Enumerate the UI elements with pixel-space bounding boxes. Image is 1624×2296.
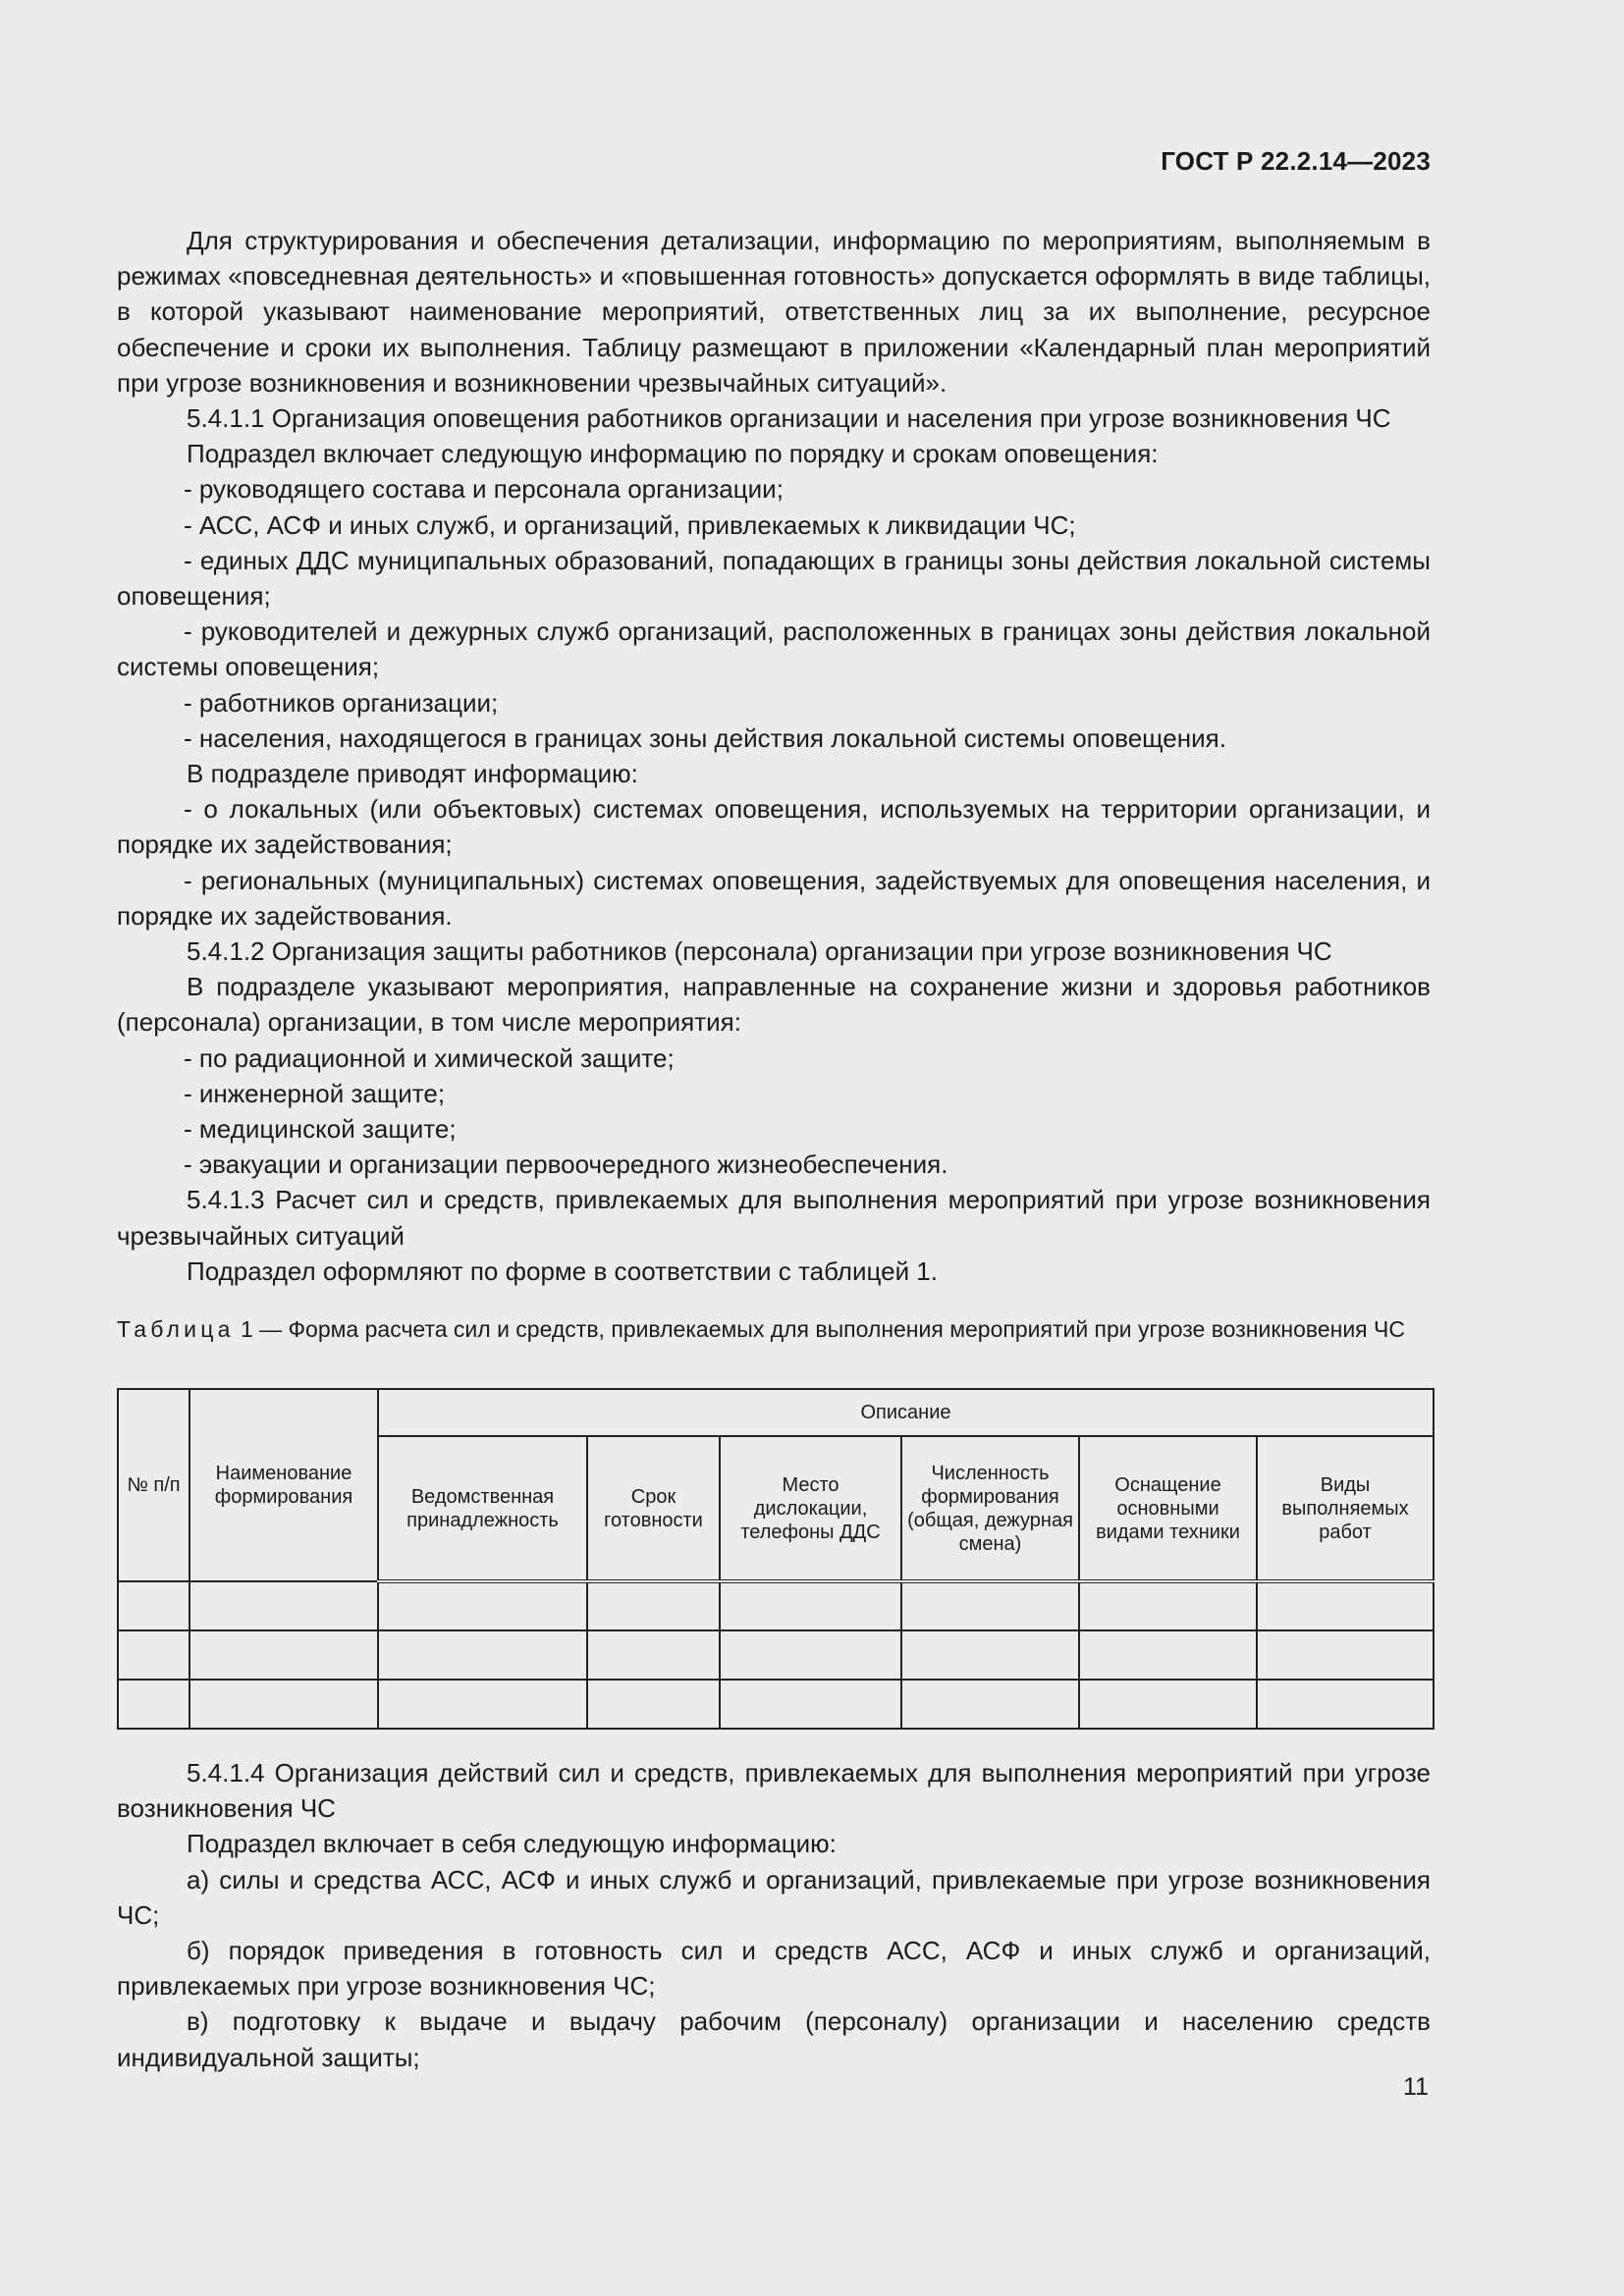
paragraph: В подразделе указывают мероприятия, направленные на сохранение жизни и здоровья работников (персонала) организации, в том числе мероприятия: — [117, 972, 1431, 1038]
forces-calculation-table — [117, 1388, 1435, 1730]
list-item: - работников организации; — [184, 687, 499, 718]
table-cell — [118, 1581, 189, 1630]
table-caption — [117, 1314, 1431, 1344]
table-cell — [1257, 1680, 1434, 1729]
list-item: в) подготовку к выдаче и выдачу рабочим (персоналу) организации и населению средств индивидуальной защиты; — [117, 2006, 1431, 2072]
list-item: - медицинской защите; — [184, 1114, 457, 1145]
list-item: - по радиационной и химической защите; — [184, 1042, 675, 1073]
header-departmental-affiliation: Ведомственная принадлежность — [378, 1436, 587, 1581]
list-item: - инженерной защите; — [184, 1078, 446, 1108]
list-item: - населения, находящегося в границах зоны действия локальной системы оповещения. — [184, 722, 1226, 753]
header-formation-name: Наименование формирования — [189, 1389, 378, 1581]
table-cell — [189, 1680, 378, 1729]
table-cell — [378, 1581, 587, 1630]
table-cell — [720, 1581, 901, 1630]
table-cell — [587, 1630, 720, 1680]
header-equipment: Оснащение основными видами техники — [1079, 1436, 1257, 1581]
table-cell — [901, 1630, 1079, 1680]
list-item: - руководителей и дежурных служб организаций, расположенных в границах зоны действия локальной системы оповещения; — [117, 616, 1431, 682]
table-cell — [901, 1680, 1079, 1729]
table-cell — [1079, 1581, 1257, 1630]
section-heading-5-4-1-1: 5.4.1.1 Организация оповещения работников организации и населения при угрозе возникновения ЧС — [187, 403, 1391, 434]
list-item: а) силы и средства АСС, АСФ и иных служб и организаций, привлекаемые при угрозе возникновения ЧС; — [117, 1864, 1431, 1930]
list-item: - руководящего состава и персонала организации; — [184, 474, 784, 505]
list-item: - единых ДДС муниципальных образований, попадающих в границы зоны действия локальной системы оповещения; — [117, 545, 1431, 612]
section-heading-5-4-1-2: 5.4.1.2 Организация защиты работников (персонала) организации при угрозе возникновения ЧС — [187, 936, 1332, 967]
table-row — [118, 1680, 1434, 1729]
list-item: - АСС, АСФ и иных служб, и организаций, привлекаемых к ликвидации ЧС; — [184, 509, 1076, 540]
header-formation-size: Численность формирования (общая, дежурная смена) — [901, 1436, 1079, 1581]
table-cell — [901, 1581, 1079, 1630]
list-item: - о локальных (или объектовых) системах оповещения, используемых на территории организации, и порядке их задействования; — [117, 794, 1431, 860]
table-cell — [189, 1581, 378, 1630]
table-cell — [1257, 1630, 1434, 1680]
table-cell — [720, 1630, 901, 1680]
table-caption-text: 1 — Форма расчета сил и средств, привлекаемых для выполнения мероприятий при угрозе возникновения ЧС — [234, 1316, 1405, 1342]
body-text-top — [117, 223, 1431, 1289]
table-cell — [587, 1680, 720, 1729]
header-work-types: Виды выполняемых работ — [1257, 1436, 1434, 1581]
table-cell — [1257, 1581, 1434, 1630]
table-row — [118, 1630, 1434, 1680]
header-location-phones: Место дислокации, телефоны ДДС — [720, 1436, 901, 1581]
intro-paragraph: Для структурирования и обеспечения детализации, информацию по мероприятиям, выполняемым в режимах «повседневная деятельность» и «повышенная готовность» допускается оформлять в виде таблицы, в которой указывают наименование мероприятий, ответственных лиц за их выполнение, ресурсное обеспечение и сроки их выполнения. Таблицу размещают в приложении «Календарный план мероприятий при угрозе возникновения и возникновении чрезвычайных ситуаций». — [117, 226, 1431, 398]
header-description: Описание — [378, 1389, 1434, 1436]
table-cell — [720, 1680, 901, 1729]
header-number: № п/п — [118, 1389, 189, 1581]
paragraph: Подраздел оформляют по форме в соответствии с таблицей 1. — [187, 1255, 938, 1286]
list-item: - региональных (муниципальных) системах оповещения, задействуемых для оповещения населения, и порядке их задействования. — [117, 865, 1431, 931]
table-row — [118, 1581, 1434, 1630]
table-cell — [587, 1581, 720, 1630]
list-item: - эвакуации и организации первоочередного жизнеобеспечения. — [184, 1149, 948, 1180]
section-heading-5-4-1-4: 5.4.1.4 Организация действий сил и средств, привлекаемых для выполнения мероприятий при угрозе возникновения ЧС — [117, 1758, 1431, 1824]
table-cell — [1079, 1630, 1257, 1680]
table-cell — [118, 1630, 189, 1680]
table-cell — [118, 1680, 189, 1729]
table-cell — [189, 1630, 378, 1680]
table-caption-word: Таблица — [117, 1316, 235, 1342]
section-heading-5-4-1-3: 5.4.1.3 Расчет сил и средств, привлекаемых для выполнения мероприятий при угрозе возникновения чрезвычайных ситуаций — [117, 1185, 1431, 1251]
standard-header: ГОСТ Р 22.2.14—2023 — [1161, 146, 1431, 176]
table-cell — [378, 1680, 587, 1729]
body-text-bottom — [117, 1755, 1431, 2075]
header-readiness-time: Срок готовности — [587, 1436, 720, 1581]
paragraph: Подраздел включает следующую информацию по порядку и срокам оповещения: — [187, 439, 1159, 469]
page-number: 11 — [1403, 2073, 1429, 2101]
list-item: б) порядок приведения в готовность сил и средств АСС, АСФ и иных служб и организаций, привлекаемых при угрозе возникновения ЧС; — [117, 1936, 1431, 2002]
paragraph: Подраздел включает в себя следующую информацию: — [187, 1829, 837, 1859]
table-cell — [378, 1630, 587, 1680]
paragraph: В подразделе приводят информацию: — [187, 759, 638, 789]
table-cell — [1079, 1680, 1257, 1729]
